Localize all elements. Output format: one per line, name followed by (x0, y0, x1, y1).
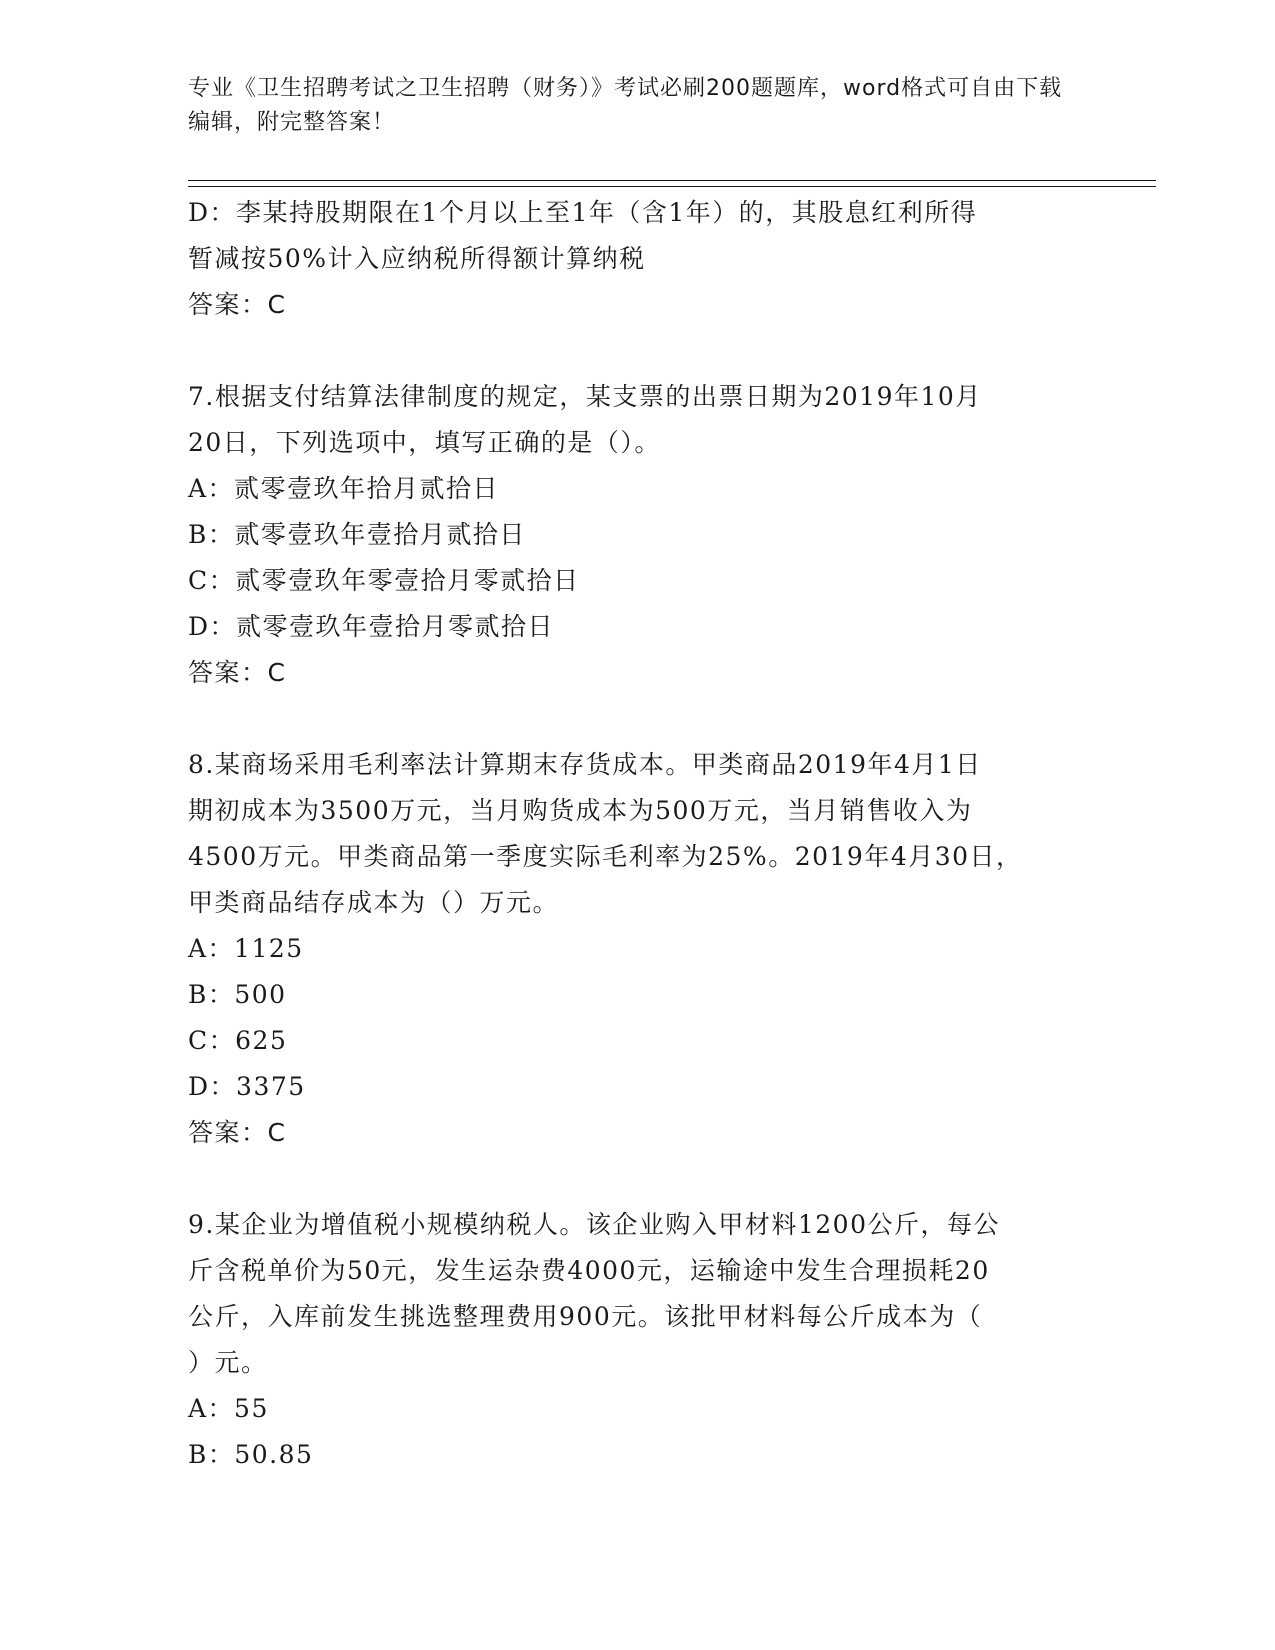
answer-line: 答案：C (188, 290, 287, 319)
question-stem-line: 7.根据支付结算法律制度的规定，某支票的出票日期为2019年10月 (188, 382, 982, 411)
question-stem-line: 期初成本为3500万元，当月购货成本为500万元，当月销售收入为 (188, 796, 973, 825)
question-stem-line: 20日，下列选项中，填写正确的是（）。 (188, 428, 661, 457)
option-b: B：50.85 (188, 1440, 314, 1469)
option-a: A：贰零壹玖年拾月贰拾日 (188, 474, 500, 503)
answer-line: 答案：C (188, 1118, 287, 1147)
spacer (188, 328, 1078, 374)
answer-line: 答案：C (188, 658, 287, 687)
question-stem-line: ）元。 (188, 1348, 268, 1377)
header-divider-top (188, 180, 1156, 181)
header-text: 专业《卫生招聘考试之卫生招聘（财务）》考试必刷200题题库，word格式可自由下载编辑，附完整答案！ (188, 76, 1063, 135)
question-stem-line: 9.某企业为增值税小规模纳税人。该企业购入甲材料1200公斤，每公 (188, 1210, 1000, 1239)
question-7 (188, 374, 1078, 696)
option-c: C：625 (188, 1026, 288, 1055)
question-stem-line: 甲类商品结存成本为（）万元。 (188, 888, 560, 917)
option-a: A：55 (188, 1394, 269, 1423)
page-header (188, 72, 1068, 140)
question-9 (188, 1202, 1078, 1478)
option-d: D：3375 (188, 1072, 306, 1101)
option-b: B：500 (188, 980, 287, 1009)
option-a: A：1125 (188, 934, 304, 963)
question-content (188, 190, 1078, 1478)
question-stem-line: 8.某商场采用毛利率法计算期末存货成本。甲类商品2019年4月1日 (188, 750, 982, 779)
question-stem-line: 公斤，入库前发生挑选整理费用900元。该批甲材料每公斤成本为（ (188, 1302, 983, 1331)
spacer (188, 696, 1078, 742)
option-c: C：贰零壹玖年零壹拾月零贰拾日 (188, 566, 580, 595)
option-d-line-1: D：李某持股期限在1个月以上至1年（含1年）的，其股息红利所得 (188, 198, 978, 227)
option-b: B：贰零壹玖年壹拾月贰拾日 (188, 520, 526, 549)
previous-question-tail (188, 190, 1078, 328)
question-stem-line: 斤含税单价为50元，发生运杂费4000元，运输途中发生合理损耗20 (188, 1256, 990, 1285)
question-stem-line: 4500万元。甲类商品第一季度实际毛利率为25%。2019年4月30日， (188, 842, 1023, 871)
question-8 (188, 742, 1078, 1156)
option-d-line-2: 暂减按50%计入应纳税所得额计算纳税 (188, 244, 646, 273)
spacer (188, 1156, 1078, 1202)
header-divider-bottom (188, 186, 1156, 187)
option-d: D：贰零壹玖年壹拾月零贰拾日 (188, 612, 555, 641)
